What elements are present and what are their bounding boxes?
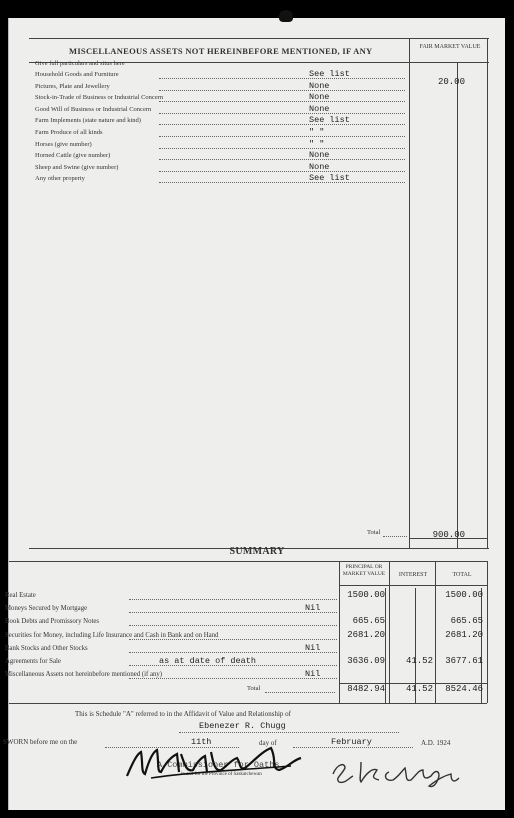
commissioner-subtitle: in and for the Province of Saskatchewan	[181, 772, 262, 777]
summary-row-principal: 1500.00	[347, 590, 385, 600]
schedule-name: Ebenezer R. Chugg	[199, 721, 286, 731]
summary-row-note: Nil	[305, 669, 321, 680]
summary-row-dots	[129, 625, 337, 626]
misc-total-dots	[383, 536, 407, 537]
sworn-prefix: SWORN before me on the	[3, 738, 78, 746]
col-principal-header: PRINCIPAL OR MARKET VALUE	[342, 564, 386, 577]
summary-row-note: Nil	[305, 642, 321, 653]
commissioner-title: A Commissioner for Oaths	[157, 760, 280, 770]
sworn-month: February	[331, 737, 372, 747]
summary-row-label: Moneys Secured by Mortgage	[5, 605, 88, 613]
misc-row-value: " "	[309, 138, 325, 149]
misc-row-dots	[159, 159, 405, 160]
misc-row-value: None	[309, 161, 330, 172]
misc-row-dots	[159, 171, 405, 172]
summary-row-dots	[129, 599, 337, 600]
summary-row-principal: 665.65	[352, 616, 385, 627]
misc-row-dots	[159, 101, 405, 102]
first-fmv-value: 20.00	[437, 77, 465, 87]
summary-total-dots	[265, 692, 335, 693]
summary-total-total: 8524.46	[445, 684, 483, 694]
misc-row-dots	[159, 78, 405, 79]
misc-row-label: Pictures, Plate and Jewellery	[35, 82, 110, 90]
misc-row-value: " "	[309, 127, 325, 137]
misc-row-value: See list	[309, 69, 350, 79]
summary-row-label: Agreements for Sale	[5, 658, 61, 665]
summary-total-principal: 8482.94	[347, 684, 385, 694]
summary-row-dots	[129, 639, 337, 640]
misc-row-dots	[159, 148, 405, 149]
deponent-signature	[327, 754, 467, 788]
summary-row-label: Securities for Money, including Life Insurance and Cash in Bank and on Hand	[5, 631, 219, 639]
schedule-line: This is Schedule "A" referred to in the Affidavit of Value and Relationship of	[75, 710, 291, 718]
misc-row-dots	[159, 90, 405, 91]
misc-row-value: None	[309, 92, 330, 103]
instructions: Give full particulars and situs here	[35, 60, 125, 67]
misc-row-label: Good Will of Business or Industrial Concern	[35, 105, 152, 113]
summary-row-total: 3677.61	[445, 656, 483, 666]
sworn-day-label: day of	[259, 739, 277, 747]
summary-total-label: Total	[247, 685, 261, 692]
misc-row-dots	[159, 182, 405, 183]
sworn-day: 11th	[191, 737, 212, 747]
commissioner-signature	[121, 742, 311, 782]
summary-row-total: 665.65	[450, 616, 483, 627]
misc-total-label: Total	[367, 529, 381, 536]
sworn-month-dots	[293, 747, 413, 748]
misc-row-value: See list	[309, 115, 350, 126]
misc-row-label: Farm Implements (state nature and kind)	[35, 117, 141, 125]
summary-row-label: Miscellaneous Assets not hereinbefore mentioned (if any)	[5, 671, 163, 679]
fmv-header: FAIR MARKET VALUE	[419, 44, 481, 50]
col-total-header: TOTAL	[452, 572, 472, 578]
schedule-name-dots	[179, 732, 399, 733]
summary-row-total: 2681.20	[445, 629, 483, 640]
summary-heading: SUMMARY	[229, 546, 285, 557]
misc-row-value: None	[309, 150, 330, 161]
misc-row-dots	[159, 113, 405, 114]
misc-row-value: None	[309, 103, 330, 114]
summary-row-note: as at date of death	[159, 656, 256, 666]
misc-heading: MISCELLANEOUS ASSETS NOT HEREINBEFORE MENTIONED, IF ANY	[69, 46, 373, 56]
summary-row-label: Real Estate	[5, 592, 36, 599]
sworn-year: A.D. 1924	[421, 739, 451, 747]
misc-row-label: Horned Cattle (give number)	[35, 152, 111, 160]
summary-row-note: Nil	[305, 603, 321, 614]
ink-mark	[279, 10, 293, 22]
misc-row-label: Sheep and Swine (give number)	[35, 163, 119, 171]
misc-row-label: Stock-in-Trade of Business or Industrial Concern	[35, 94, 164, 102]
misc-row-value: See list	[309, 173, 350, 184]
summary-row-label: Book Debts and Promissory Notes	[5, 618, 100, 626]
summary-row-total: 1500.00	[445, 590, 483, 600]
misc-row-value: None	[309, 80, 330, 91]
col-interest-header: INTEREST	[398, 572, 428, 578]
misc-row-label: Any other property	[35, 175, 85, 183]
summary-total-interest: 41.52	[405, 684, 433, 694]
misc-row-label: Horses (give number)	[35, 140, 92, 148]
summary-row-principal: 2681.20	[347, 629, 385, 640]
misc-row-label: Household Goods and Furniture	[35, 71, 119, 78]
misc-total-value: 900.00	[432, 530, 465, 540]
misc-row-dots	[159, 136, 405, 137]
summary-row-principal: 3636.09	[347, 656, 385, 666]
document-page	[3, 18, 505, 810]
summary-row-label: Bank Stocks and Other Stocks	[5, 644, 88, 652]
summary-row-interest: 41.52	[405, 656, 433, 666]
misc-row-label: Farm Produce of all kinds	[35, 129, 103, 136]
misc-row-dots	[159, 124, 405, 125]
